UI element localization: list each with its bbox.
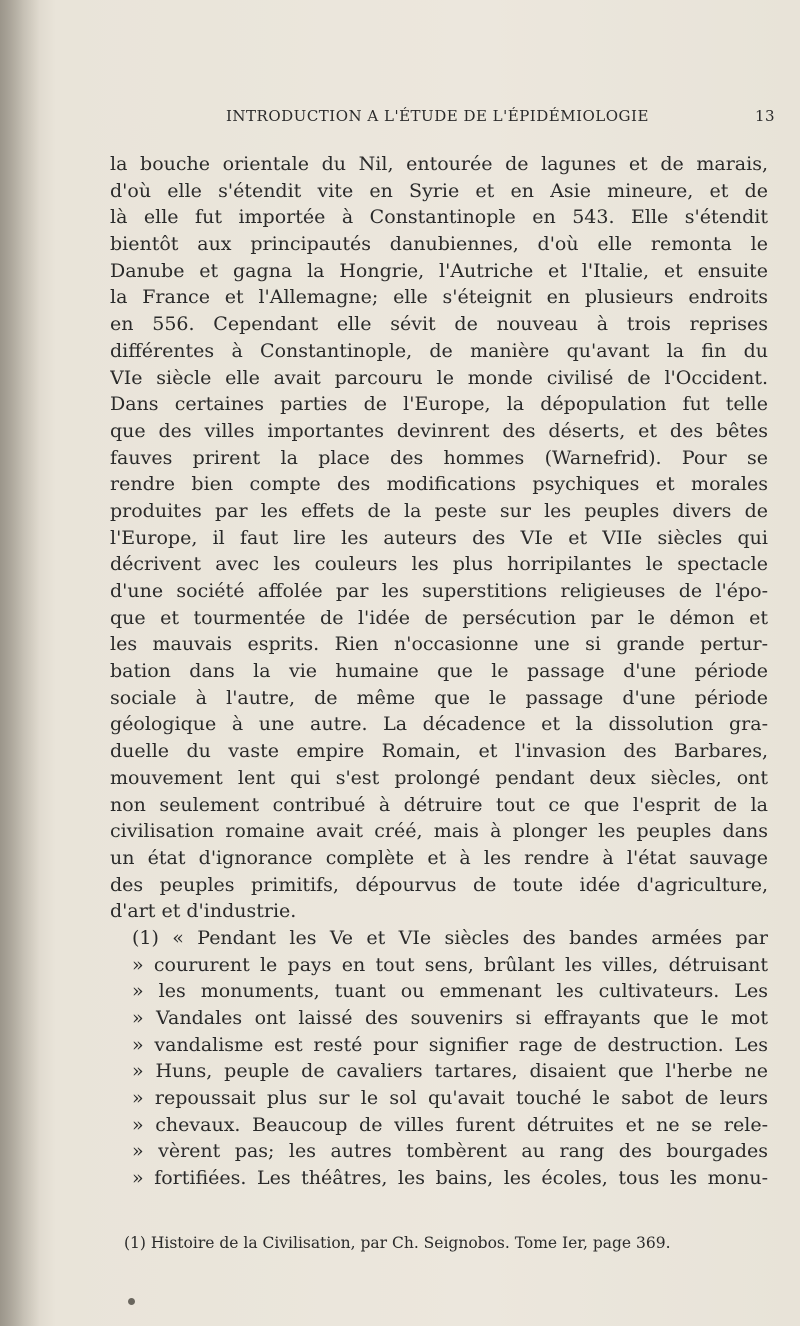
body-line: d'où elle s'étendit vite en Syrie et en Asie mineure, et de bbox=[110, 179, 768, 202]
quote-line: (1) « Pendant les Ve et VIe siècles des bandes armées par bbox=[132, 926, 768, 949]
body-line: sociale à l'autre, de même que le passage d'une période bbox=[110, 686, 768, 709]
body-line: non seulement contribué à détruire tout ce que l'esprit de la bbox=[110, 793, 768, 816]
body-line: là elle fut importée à Constantinople en 543. Elle s'étendit bbox=[110, 206, 768, 229]
quote-line: » repoussait plus sur le sol qu'avait touché le sabot de leurs bbox=[132, 1087, 768, 1110]
body-line: l'Europe, il faut lire les auteurs des VIe et VIIe siècles qui bbox=[110, 526, 768, 549]
body-line: un état d'ignorance complète et à les rendre à l'état sauvage bbox=[110, 846, 768, 869]
body-text bbox=[110, 151, 768, 1192]
body-line: différentes à Constantinople, de manière qu'avant la fin du bbox=[110, 339, 768, 362]
page-number: 13 bbox=[755, 107, 776, 125]
quote-line: » vandalisme est resté pour signifier rage de destruction. Les bbox=[132, 1033, 768, 1056]
body-line: en 556. Cependant elle sévit de nouveau à trois reprises bbox=[110, 313, 768, 336]
quote-line: » chevaux. Beaucoup de villes furent détruites et ne se rele- bbox=[132, 1113, 768, 1136]
body-line: mouvement lent qui s'est prolongé pendant deux siècles, ont bbox=[110, 766, 768, 789]
body-line: que des villes importantes devinrent des déserts, et des bêtes bbox=[110, 419, 768, 442]
body-line: d'art et d'industrie. bbox=[110, 900, 297, 923]
quote-line: » Vandales ont laissé des souvenirs si effrayants que le mot bbox=[132, 1007, 768, 1029]
body-line: duelle du vaste empire Romain, et l'invasion des Barbares, bbox=[110, 740, 768, 763]
body-line: Dans certaines parties de l'Europe, la dépopulation fut telle bbox=[110, 393, 768, 416]
body-line: les mauvais esprits. Rien n'occasionne une si grande pertur- bbox=[110, 633, 768, 656]
running-head bbox=[0, 107, 800, 131]
body-line: VIe siècle elle avait parcouru le monde civilisé de l'Occident. bbox=[110, 366, 768, 389]
footnote: (1) Histoire de la Civilisation, par Ch. Seignobos. Tome Ier, page 369. bbox=[124, 1234, 671, 1252]
quote-line: » fortifiées. Les théâtres, les bains, les écoles, tous les monu- bbox=[132, 1167, 768, 1190]
body-line: produites par les effets de la peste sur les peuples divers de bbox=[110, 499, 768, 522]
quote-line: » les monuments, tuant ou emmenant les cultivateurs. Les bbox=[132, 980, 768, 1003]
quote-line: » Huns, peuple de cavaliers tartares, disaient que l'herbe ne bbox=[132, 1060, 768, 1083]
body-line: des peuples primitifs, dépourvus de toute idée d'agriculture, bbox=[110, 873, 768, 896]
ink-dot bbox=[128, 1298, 135, 1305]
body-line: Danube et gagna la Hongrie, l'Autriche et l'Italie, et ensuite bbox=[110, 259, 768, 282]
body-line: que et tourmentée de l'idée de persécution par le démon et bbox=[110, 606, 768, 629]
body-line: rendre bien compte des modifications psychiques et morales bbox=[110, 473, 768, 496]
body-line: la France et l'Allemagne; elle s'éteignit en plusieurs endroits bbox=[110, 286, 768, 309]
body-line: fauves prirent la place des hommes (Warnefrid). Pour se bbox=[110, 446, 768, 469]
body-line: civilisation romaine avait créé, mais à plonger les peuples dans bbox=[110, 820, 768, 843]
scan-edge-shadow bbox=[0, 0, 40, 1326]
quote-line: » coururent le pays en tout sens, brûlant les villes, détruisant bbox=[132, 953, 768, 976]
body-line: la bouche orientale du Nil, entourée de lagunes et de marais, bbox=[110, 153, 768, 175]
body-line: bientôt aux principautés danubiennes, d'où elle remonta le bbox=[110, 233, 768, 256]
body-line: décrivent avec les couleurs les plus horripilantes le spectacle bbox=[110, 553, 768, 576]
running-title: INTRODUCTION A L'ÉTUDE DE L'ÉPIDÉMIOLOGIE bbox=[226, 107, 649, 125]
body-line: bation dans la vie humaine que le passage d'une période bbox=[110, 660, 768, 683]
body-line: d'une société affolée par les superstitions religieuses de l'épo- bbox=[110, 580, 768, 602]
quote-line: » vèrent pas; les autres tombèrent au rang des bourgades bbox=[132, 1140, 768, 1163]
body-line: géologique à une autre. La décadence et la dissolution gra- bbox=[110, 713, 768, 736]
